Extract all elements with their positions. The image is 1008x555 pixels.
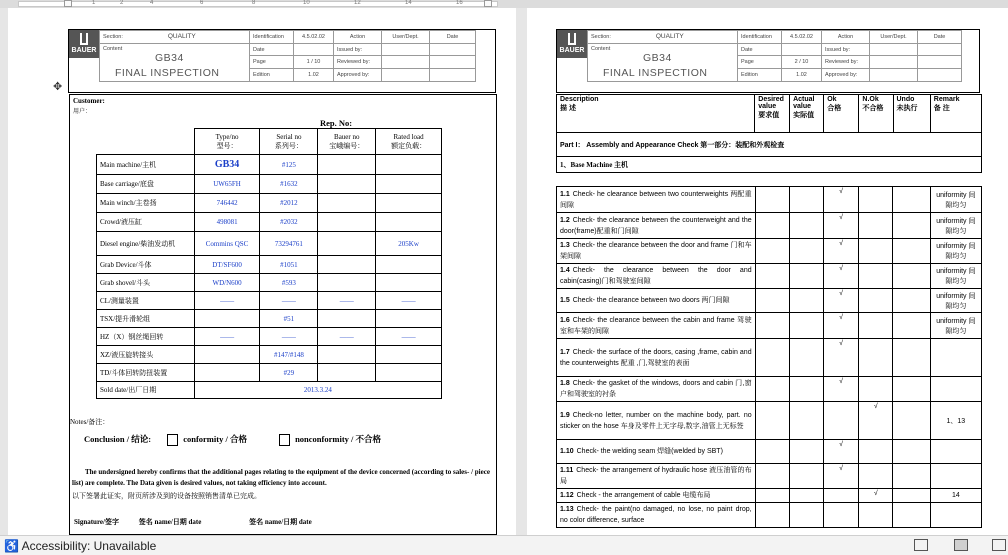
- customer-label: Customer:: [73, 97, 105, 105]
- check-item-row: [557, 464, 982, 489]
- ruler-tick: 1: [92, 0, 96, 6]
- remark-cell: 14: [930, 489, 981, 503]
- table-row: Base carriage/底盘 UW65FH #1632: [97, 175, 442, 194]
- item-number: 1.9: [560, 411, 570, 419]
- horizontal-ruler[interactable]: [0, 0, 1008, 8]
- document-code: GB34: [155, 51, 184, 64]
- item-number: 1.8: [560, 380, 570, 387]
- ruler-tick: 2: [120, 0, 124, 6]
- nok-cell: [859, 339, 893, 377]
- remark-cell: 1、13: [930, 402, 981, 440]
- item-number: 1.7: [560, 348, 570, 356]
- table-row: TD/斗体回转防扭装置 #29: [97, 364, 442, 382]
- sold-date-row: Sold date/出厂日期 2013.3.24: [97, 382, 442, 399]
- table-move-handle-icon[interactable]: ✥: [53, 80, 63, 93]
- check-item-row: [557, 289, 982, 313]
- section-title: 1、Base Machine 主机: [557, 157, 982, 173]
- document-title: FINAL INSPECTION: [115, 66, 220, 79]
- table-row: Main machine/主机 GB34 #125: [97, 155, 442, 175]
- item-number: 1.6: [560, 316, 570, 324]
- left-indent-marker[interactable]: [64, 0, 72, 7]
- nok-cell: [859, 464, 893, 489]
- ruler-tick: 6: [200, 0, 204, 6]
- item-number: 1.3: [560, 242, 570, 249]
- item-description: Check- the paint(no damaged, no lose, no paint drop, no color difference, surface: [560, 506, 752, 524]
- remark-cell: uniformity 间隙均匀: [930, 239, 981, 264]
- check-item-row: [557, 503, 982, 528]
- remark-cell: uniformity 间隙均匀: [930, 289, 981, 313]
- ruler-tick: 4: [150, 0, 154, 6]
- remark-cell: [930, 440, 981, 464]
- bauer-logo: BAUER: [557, 30, 587, 58]
- page-number: 1 / 10: [294, 56, 334, 69]
- table-row: Main winch/主卷扬 746442 #2012: [97, 194, 442, 213]
- table-row: CL/测量装置 —— —— —— ——: [97, 292, 442, 310]
- inspection-frame: Customer: 用户： Rep. No: Type/no 型号： Serial no 系列号： Bauer no 宝峨编号： Rated load 额定负载： Main machine/主机 GB34 #125 Base carriage/底盘 UW65FH #1632 Main winch/主卷扬 746442 #2012 Crowd/液压缸 498081 #2032 Diesel engine/柴油发动机 Commins QSC 73294761 205Kw Grab Device/斗体 DT/SF600 #1051 Grab shovel/斗头 WD/N600 #593 CL/测量装置 —— —— —— —— TSX/提升滑轮组 #51 HZ（X）钢丝绳回转 —— —— —— —— XZ/液压旋转接头 #147/#148 TD/斗体回转防扭装置 #29 Sold date/出厂日期 2013.3.24 Notes/备注： Conclusion / 结论: conformity / 合格 nonconformity / 不合格 The undersigned hereby confirms that the additional pages relating to the equipment of the device concerned (according to sales- / piece list) are complete. The Data given is desired values, not taking efficiency into account. 以下签署此证实，附页所涉及到的设备按照销售清单已完成。 Signature/签字 签名 name/日期 date 签名 name/日期 date: [69, 94, 497, 535]
- check-items-table: [556, 186, 982, 528]
- page-number: 2 / 10: [782, 56, 822, 69]
- conformity-checkbox[interactable]: [167, 434, 178, 446]
- check-item-row: [557, 187, 982, 213]
- remark-cell: [930, 377, 981, 402]
- signature-row: Signature/签字 签名 name/日期 date 签名 name/日期 date: [74, 518, 312, 526]
- part-title: Part I： Assembly and Appearance Check 第一部分：装配和外观检查: [557, 133, 982, 157]
- check-item-row: [557, 377, 982, 402]
- status-bar: [0, 535, 1008, 555]
- nok-cell: [859, 313, 893, 339]
- accessibility-status[interactable]: ♿ Accessibility: Unavailable: [4, 539, 157, 553]
- remark-cell: uniformity 间隙均匀: [930, 213, 981, 239]
- check-item-row: [557, 264, 982, 289]
- table-header-row: Description 描 述 Desired value 要求值 Actual value 实际值 Ok 合格 N.Ok 不合格 Undo 未执行 Remark 备 注: [557, 95, 982, 133]
- remark-cell: [930, 503, 981, 528]
- item-description: Check- the clearance between two doors 两门间隙: [572, 297, 730, 304]
- nok-cell: [859, 187, 893, 213]
- ok-cell: √: [823, 239, 858, 264]
- ok-cell: [823, 489, 858, 503]
- undo-cell: [893, 313, 930, 339]
- item-number: 1.1: [560, 190, 570, 198]
- nok-cell: √: [859, 402, 893, 440]
- check-item-row: [557, 489, 982, 503]
- undo-cell: [893, 213, 930, 239]
- item-description: Check- the welding seam 焊缝(welded by SBT): [576, 448, 723, 455]
- remark-cell: uniformity 间隙均匀: [930, 264, 981, 289]
- undo-cell: [893, 264, 930, 289]
- document-page-2[interactable]: [527, 8, 1008, 535]
- undo-cell: [893, 377, 930, 402]
- check-item-row: [557, 213, 982, 239]
- equipment-table: Type/no 型号： Serial no 系列号： Bauer no 宝峨编号： Rated load 额定负载： Main machine/主机 GB34 #125 Base carriage/底盘 UW65FH #1632 Main winch/主卷扬 746442 #2012 Crowd/液压缸 498081 #2032 Diesel engine/柴油发动机 Commins QSC 73294761 205Kw Grab Device/斗体 DT/SF600 #1051 Grab shovel/斗头 WD/N600 #593 CL/测量装置 —— —— —— —— TSX/提升滑轮组 #51 HZ（X）钢丝绳回转 —— —— —— —— XZ/液压旋转接头 #147/#148 TD/斗体回转防扭装置 #29 Sold date/出厂日期 2013.3.24: [96, 128, 442, 399]
- remark-cell: [930, 464, 981, 489]
- ok-cell: [823, 402, 858, 440]
- ok-cell: √: [823, 440, 858, 464]
- accessibility-icon: ♿: [4, 539, 19, 553]
- item-description: Check - the arrangement of cable 电缆布局: [576, 492, 711, 499]
- ruler-track: [18, 1, 498, 7]
- item-number: 1.10: [560, 448, 574, 455]
- bauer-logo: BAUER: [69, 30, 99, 58]
- ok-cell: √: [823, 464, 858, 489]
- nok-cell: [859, 377, 893, 402]
- nok-cell: [859, 503, 893, 528]
- table-row: Diesel engine/柴油发动机 Commins QSC 73294761 205Kw: [97, 232, 442, 256]
- web-layout-icon[interactable]: [992, 539, 1006, 551]
- item-description: Check- the clearance between the counterweight and the door(frame)配重和门间隙: [560, 216, 752, 235]
- remark-cell: uniformity 间隙均匀: [930, 187, 981, 213]
- item-description: Check- the clearance between the cabin and frame 驾驶室和车架的间隙: [560, 316, 752, 335]
- nok-cell: [859, 213, 893, 239]
- ok-cell: √: [823, 377, 858, 402]
- check-item-row: [557, 339, 982, 377]
- read-mode-icon[interactable]: [914, 539, 928, 551]
- assembly-check-table: [556, 94, 982, 173]
- notes-label: Notes/备注：: [70, 418, 110, 426]
- ruler-tick: 8: [252, 0, 256, 6]
- undo-cell: [893, 402, 930, 440]
- undo-cell: [893, 339, 930, 377]
- table-row: Grab shovel/斗头 WD/N600 #593: [97, 274, 442, 292]
- item-number: 1.4: [560, 267, 570, 274]
- undo-cell: [893, 503, 930, 528]
- nok-cell: √: [859, 489, 893, 503]
- rep-no-label: Rep. No:: [320, 118, 353, 128]
- ok-cell: √: [823, 339, 858, 377]
- table-row: TSX/提升滑轮组 #51: [97, 310, 442, 328]
- item-number: 1.2: [560, 216, 570, 224]
- print-layout-icon[interactable]: [954, 539, 968, 551]
- item-description: Check- the clearance between the door and cabin(casing)门和驾驶室间隙: [560, 267, 752, 285]
- nok-cell: [859, 239, 893, 264]
- ok-cell: √: [823, 264, 858, 289]
- item-number: 1.12: [560, 492, 574, 499]
- identification-label: Identification: [250, 31, 294, 44]
- nok-cell: [859, 264, 893, 289]
- confirmation-text: The undersigned hereby confirms that the additional pages relating to the equipment of the device concerned (according to sales- / piece list) are complete. The Data given is desired values, not taking efficiency into account.: [72, 468, 490, 487]
- item-description: Check- the surface of the doors, casing ,frame, cabin and the counterweights 配重 ,门,驾驶室的表面: [560, 348, 752, 367]
- check-item-row: [557, 440, 982, 464]
- right-indent-marker[interactable]: [484, 0, 492, 7]
- item-description: Check-no letter, number on the machine body, part. no sticker on the hose 车身及零件上无字母,数字,油管上无标签: [560, 411, 752, 430]
- ok-cell: √: [823, 289, 858, 313]
- table-row: XZ/液压旋转接头 #147/#148: [97, 346, 442, 364]
- check-item-row: [557, 239, 982, 264]
- ruler-tick: 14: [405, 0, 412, 6]
- item-description: Check- the arrangement of hydraulic hose 液压油管的布局: [560, 467, 752, 485]
- item-number: 1.13: [560, 506, 574, 513]
- undo-cell: [893, 440, 930, 464]
- identification-value: 4.5.02.02: [294, 31, 334, 44]
- item-number: 1.5: [560, 297, 570, 304]
- ruler-tick: 10: [303, 0, 310, 6]
- ruler-tick: 16: [456, 0, 463, 6]
- item-number: 1.11: [560, 467, 574, 474]
- undo-cell: [893, 464, 930, 489]
- document-page-1[interactable]: [8, 8, 516, 535]
- page-header: BAUER Section: QUALITY Identification 4.5.02.02 Action User/Dept. Date Content GB34 FINAL INSPECTION Date Issued by: Page 2 / 10 Reviewed by: Edition 1.02 Approved by:: [556, 29, 980, 93]
- item-description: Check- the gasket of the windows, doors and cabin 门,窗户和驾驶室的衬条: [560, 380, 752, 398]
- undo-cell: [893, 187, 930, 213]
- undo-cell: [893, 239, 930, 264]
- ok-cell: [823, 503, 858, 528]
- item-description: Check- the clearance between the door and frame 门和车架间隙: [560, 242, 752, 260]
- table-row: HZ（X）钢丝绳回转 —— —— —— ——: [97, 328, 442, 346]
- item-description: Check- he clearance between two counterweights 两配重间隙: [560, 190, 752, 209]
- nok-cell: [859, 289, 893, 313]
- undo-cell: [893, 489, 930, 503]
- ok-cell: √: [823, 187, 858, 213]
- remark-cell: [930, 339, 981, 377]
- check-item-row: [557, 313, 982, 339]
- page-header: BAUER Section: QUALITY Identification 4.5.02.02 Action User/Dept. Date Content GB34 FINAL INSPECTION Date Issued by: Page 1 / 10 Reviewed by: Edition 1.02 Approved by:: [68, 29, 496, 93]
- ok-cell: √: [823, 213, 858, 239]
- remark-cell: uniformity 间隙均匀: [930, 313, 981, 339]
- ok-cell: √: [823, 313, 858, 339]
- table-row: Grab Device/斗体 DT/SF600 #1051: [97, 256, 442, 274]
- undo-cell: [893, 289, 930, 313]
- ruler-tick: 12: [354, 0, 361, 6]
- conclusion-row: Conclusion / 结论: conformity / 合格 nonconformity / 不合格: [84, 433, 381, 446]
- nonconformity-checkbox[interactable]: [279, 434, 290, 446]
- table-row: Crowd/液压缸 498081 #2032: [97, 213, 442, 232]
- check-item-row: [557, 402, 982, 440]
- nok-cell: [859, 440, 893, 464]
